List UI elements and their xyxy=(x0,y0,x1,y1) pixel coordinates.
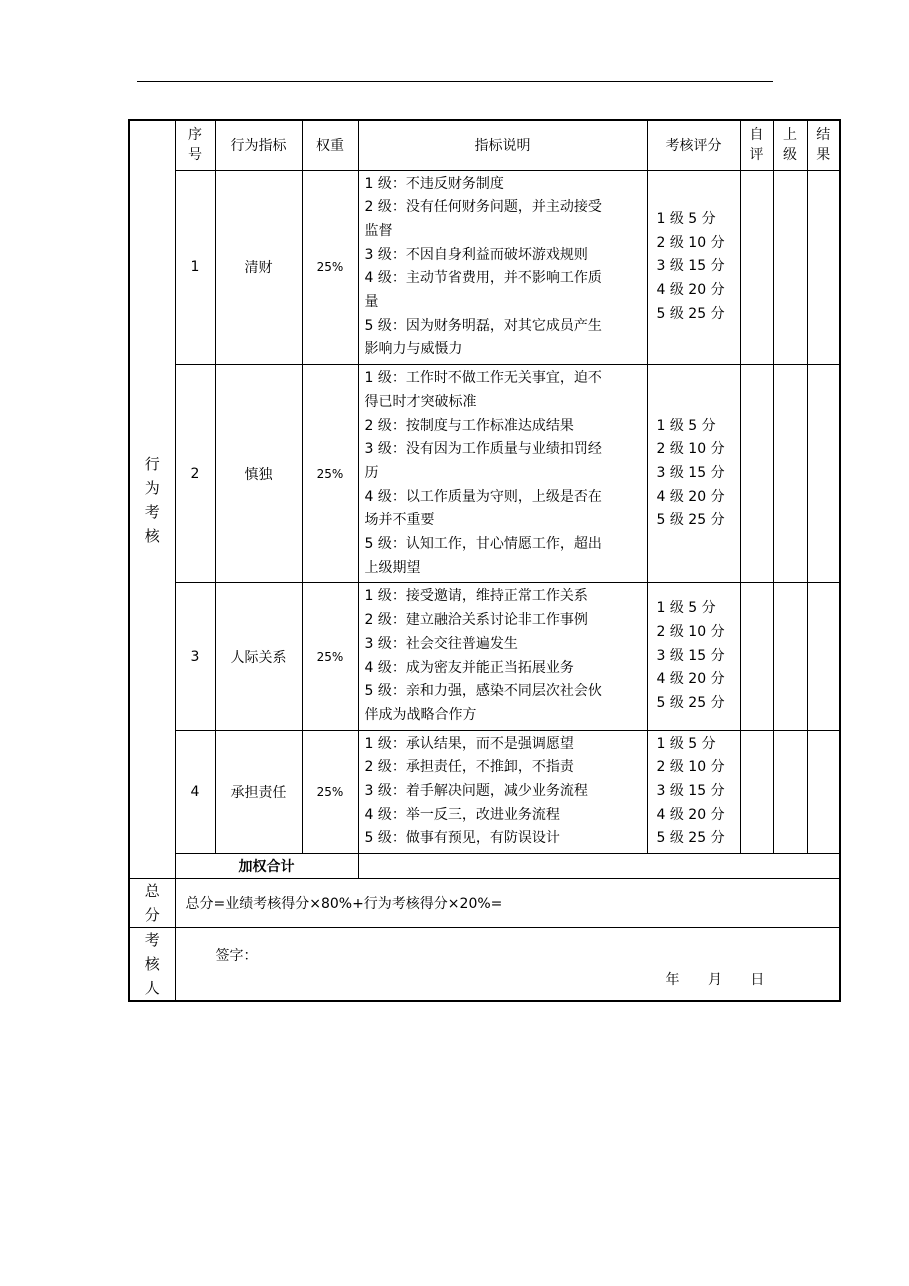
header-description: 指标说明 xyxy=(358,120,647,170)
description-line: 4 级：举一反三，改进业务流程 xyxy=(364,806,560,823)
score-line: 4 级 20 分 xyxy=(656,671,725,688)
reviewer-label-char: 核 xyxy=(144,955,160,974)
row-indicator: 慎独 xyxy=(215,365,302,583)
description-line: 1 级：工作时不做工作无关事宜，迫不 xyxy=(364,370,602,387)
header-self-char: 自 xyxy=(749,127,764,144)
behavior-assessment-table xyxy=(128,119,841,1002)
row-description xyxy=(358,730,647,854)
weighted-total-value[interactable] xyxy=(358,854,840,879)
superior-score-cell[interactable] xyxy=(773,365,807,583)
score-line: 4 级 20 分 xyxy=(656,806,725,823)
score-line: 2 级 10 分 xyxy=(656,234,725,251)
score-line: 2 级 10 分 xyxy=(656,759,725,776)
header-result-char: 果 xyxy=(816,147,831,164)
row-description xyxy=(358,583,647,730)
description-line: 监督 xyxy=(364,222,393,239)
self-score-cell[interactable] xyxy=(740,170,773,365)
score-line: 3 级 15 分 xyxy=(656,258,725,275)
section-char: 为 xyxy=(144,478,160,497)
header-result-char: 结 xyxy=(816,127,831,144)
signature-label: 签字： xyxy=(215,948,258,965)
description-line: 2 级：承担责任，不推卸，不指责 xyxy=(364,759,574,776)
row-weight: 25% xyxy=(302,583,358,730)
score-line: 5 级 25 分 xyxy=(656,695,725,712)
description-line: 历 xyxy=(364,464,379,481)
table-row xyxy=(129,365,840,583)
description-line: 得已时才突破标准 xyxy=(364,393,477,410)
row-no: 1 xyxy=(175,170,215,365)
header-self-char: 评 xyxy=(749,147,764,164)
weighted-total-row xyxy=(129,854,840,879)
section-label-cell xyxy=(129,120,175,879)
section-char: 核 xyxy=(144,526,160,545)
description-line: 4 级：主动节省费用，并不影响工作质 xyxy=(364,270,602,287)
score-line: 2 级 10 分 xyxy=(656,624,725,640)
total-row xyxy=(129,879,840,928)
score-line: 3 级 15 分 xyxy=(656,783,725,800)
description-line: 5 级：认知工作，甘心情愿工作，超出 xyxy=(364,536,602,553)
score-line: 5 级 25 分 xyxy=(656,830,725,847)
date-year: 年 xyxy=(665,972,680,989)
reviewer-label-char: 人 xyxy=(144,979,160,998)
section-char: 行 xyxy=(144,454,160,473)
result-cell[interactable] xyxy=(807,365,840,583)
score-line: 5 级 25 分 xyxy=(656,305,725,322)
header-scoring: 考核评分 xyxy=(647,120,740,170)
description-line: 5 级：因为财务明磊，对其它成员产生 xyxy=(364,317,602,334)
result-cell[interactable] xyxy=(807,730,840,854)
self-score-cell[interactable] xyxy=(740,730,773,854)
table-row xyxy=(129,730,840,854)
description-line: 3 级：社会交往普遍发生 xyxy=(364,635,518,652)
row-no: 4 xyxy=(175,730,215,854)
superior-score-cell[interactable] xyxy=(773,730,807,854)
row-scoring xyxy=(647,583,740,730)
date-day: 日 xyxy=(750,972,765,989)
description-line: 1 级：不违反财务制度 xyxy=(364,175,504,192)
header-superior xyxy=(773,120,807,170)
score-line: 1 级 5 分 xyxy=(656,600,716,617)
result-cell[interactable] xyxy=(807,170,840,365)
header-no-char: 号 xyxy=(188,147,202,164)
row-scoring xyxy=(647,730,740,854)
header-no xyxy=(175,120,215,170)
self-score-cell[interactable] xyxy=(740,365,773,583)
reviewer-row xyxy=(129,928,840,1002)
header-self xyxy=(740,120,773,170)
row-indicator: 承担责任 xyxy=(215,730,302,854)
table-row xyxy=(129,583,840,730)
description-line: 1 级：承认结果，而不是强调愿望 xyxy=(364,735,574,752)
row-weight: 25% xyxy=(302,365,358,583)
row-indicator: 清财 xyxy=(215,170,302,365)
row-indicator: 人际关系 xyxy=(215,583,302,730)
header-superior-char: 上 xyxy=(783,127,797,144)
description-line: 5 级：亲和力强，感染不同层次社会伙 xyxy=(364,683,602,700)
header-indicator: 行为指标 xyxy=(215,120,302,170)
date-month: 月 xyxy=(707,972,722,989)
header-rule xyxy=(137,81,773,82)
total-label-char: 总 xyxy=(144,882,160,901)
weighted-total-label: 加权合计 xyxy=(175,854,358,879)
result-cell[interactable] xyxy=(807,583,840,730)
superior-score-cell[interactable] xyxy=(773,170,807,365)
score-line: 2 级 10 分 xyxy=(656,441,725,458)
section-char: 考 xyxy=(144,502,160,521)
description-line: 伴成为战略合作方 xyxy=(364,706,477,723)
score-line: 4 级 20 分 xyxy=(656,488,725,505)
description-line: 影响力与威慑力 xyxy=(364,341,463,358)
signature-cell[interactable] xyxy=(175,928,840,1002)
header-result xyxy=(807,120,840,170)
header-superior-char: 级 xyxy=(783,147,797,164)
description-line: 2 级：没有任何财务问题，并主动接受 xyxy=(364,199,602,216)
row-description xyxy=(358,365,647,583)
description-line: 4 级：成为密友并能正当拓展业务 xyxy=(364,659,574,676)
total-label xyxy=(129,879,175,928)
row-scoring xyxy=(647,365,740,583)
table-row xyxy=(129,170,840,365)
header-weight: 权重 xyxy=(302,120,358,170)
description-line: 1 级：接受邀请，维持正常工作关系 xyxy=(364,588,588,605)
row-weight: 25% xyxy=(302,170,358,365)
description-line: 3 级：不因自身利益而破坏游戏规则 xyxy=(364,246,588,263)
score-line: 3 级 15 分 xyxy=(656,647,725,664)
description-line: 3 级：着手解决问题，减少业务流程 xyxy=(364,783,588,800)
reviewer-label-char: 考 xyxy=(144,931,160,950)
description-line: 量 xyxy=(364,294,379,311)
total-label-char: 分 xyxy=(144,906,160,925)
row-description xyxy=(358,170,647,365)
total-formula: 总分=业绩考核得分×80%+行为考核得分×20%= xyxy=(175,879,840,928)
signature-date xyxy=(666,969,789,989)
description-line: 5 级：做事有预见，有防误设计 xyxy=(364,830,560,847)
description-line: 4 级：以工作质量为守则，上级是否在 xyxy=(364,488,602,505)
score-line: 3 级 15 分 xyxy=(656,464,725,481)
score-line: 5 级 25 分 xyxy=(656,512,725,529)
self-score-cell[interactable] xyxy=(740,583,773,730)
row-no: 3 xyxy=(175,583,215,730)
reviewer-label xyxy=(129,928,175,1002)
superior-score-cell[interactable] xyxy=(773,583,807,730)
score-line: 1 级 5 分 xyxy=(656,211,716,228)
score-line: 1 级 5 分 xyxy=(656,735,716,752)
description-line: 2 级：建立融洽关系讨论非工作事例 xyxy=(364,612,588,629)
row-weight: 25% xyxy=(302,730,358,854)
header-no-char: 序 xyxy=(188,127,202,144)
description-line: 场并不重要 xyxy=(364,512,435,529)
description-line: 2 级：按制度与工作标准达成结果 xyxy=(364,417,574,434)
row-scoring xyxy=(647,170,740,365)
header-row xyxy=(129,120,840,170)
description-line: 上级期望 xyxy=(364,559,421,576)
row-no: 2 xyxy=(175,365,215,583)
score-line: 1 级 5 分 xyxy=(656,417,716,434)
score-line: 4 级 20 分 xyxy=(656,282,725,299)
description-line: 3 级：没有因为工作质量与业绩扣罚经 xyxy=(364,441,602,458)
